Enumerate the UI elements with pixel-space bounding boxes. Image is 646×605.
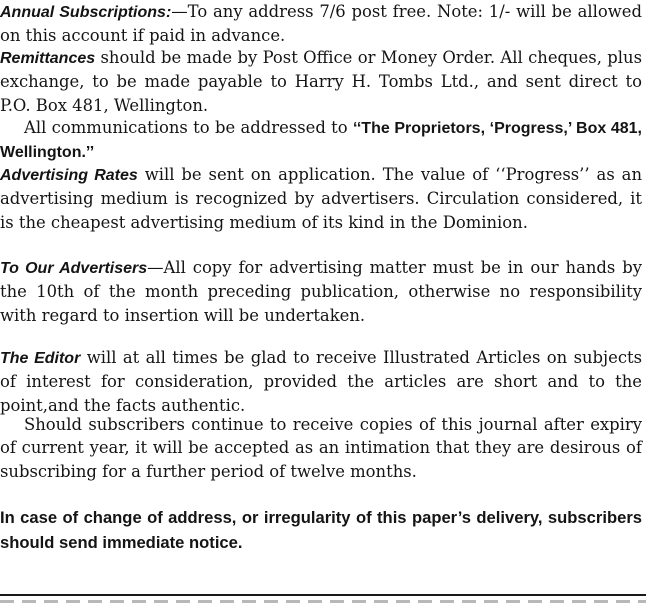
- subscriptions-paragraph: [0, 0, 642, 48]
- advertising-rates-heading: Advertising Rates: [0, 167, 138, 184]
- bottom-rule: [0, 594, 646, 596]
- change-of-address-notice: [0, 505, 642, 555]
- advertisers-heading: To Our Advertisers: [0, 260, 148, 277]
- editor-text: will at all times be glad to receive Illustrated Articles on subjects of interest for consideration, provided the articles are short and to the point,and the facts authentic.: [0, 348, 643, 415]
- subscriptions-text: —To any address 7/6 post free. Note: 1/- will be allowed on this account if paid in advance.: [0, 2, 643, 46]
- remittances-paragraph: [0, 46, 642, 117]
- subscriptions-heading: Annual Subscriptions:: [0, 4, 172, 21]
- advertising-rates-text: will be sent on application. The value of ‘‘Progress’’ as an advertising medium is recognized by advertisers. Circulation considered, it is the cheapest advertising medium of its kind in the Dominion.: [0, 165, 642, 232]
- bottom-rule-faint: [0, 600, 646, 603]
- subscribers-paragraph: [0, 413, 642, 483]
- editor-paragraph: [0, 346, 642, 417]
- notice-text: In case of change of address, or irregularity of this paper’s delivery, subscribers should send immediate notice.: [0, 508, 642, 552]
- remittances-heading: Remittances: [0, 50, 96, 67]
- advertising-rates-paragraph: [0, 163, 642, 234]
- remittances-text: should be made by Post Office or Money Order. All cheques, plus exchange, to be made payable to Harry H. Tombs Ltd., and sent direct to P.O. Box 481, Wellington.: [0, 48, 642, 115]
- advertisers-text: —All copy for advertising matter must be in our hands by the 10th of the month preceding publication, otherwise no responsibility with regard to insertion will be undertaken.: [0, 258, 642, 325]
- communications-paragraph: [0, 116, 642, 165]
- subscribers-text: Should subscribers continue to receive copies of this journal after expiry of current year, it will be accepted as an intimation that they are desirous of subscribing for a further period of twelve months.: [0, 415, 642, 481]
- communications-text: All communications to be addressed to: [24, 118, 353, 137]
- editor-heading: The Editor: [0, 350, 81, 367]
- advertisers-paragraph: [0, 256, 642, 327]
- proprietors-address: ‘‘The Proprietors, ‘Progress,’ Box 481, Wellington.’’: [0, 120, 642, 162]
